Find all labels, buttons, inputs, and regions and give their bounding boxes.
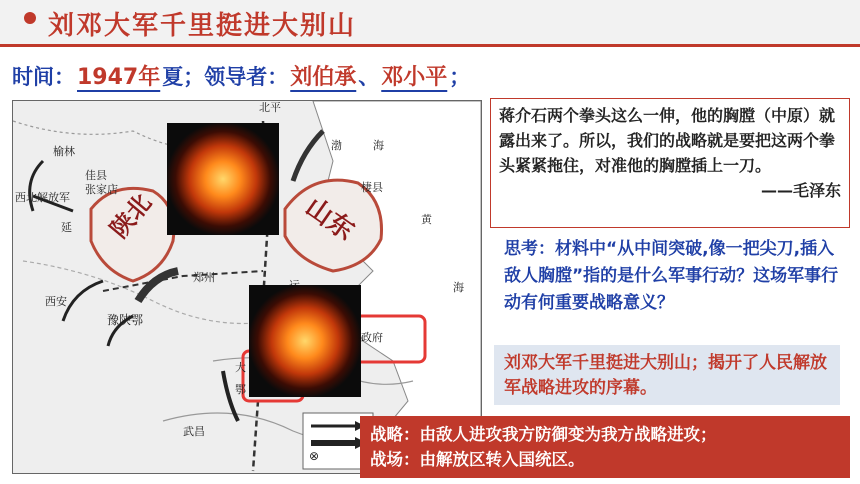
year-value: 1947年 [77, 65, 161, 90]
fist-label-right: 山东 [299, 192, 360, 247]
thinking-question: 思考：材料中“从中间突破,像一把尖刀,插入敌人胸膛”指的是什么军事行动？这场军事行动有何重要战略意义？ [504, 239, 839, 313]
season-label: 夏；领导者： [162, 65, 289, 89]
map-label-zhangjiadian: 张家店 [85, 183, 118, 196]
arrow-line [293, 131, 323, 181]
map-label-shan-e: 鄂 [235, 383, 246, 396]
map-label-da: 大 [235, 361, 246, 374]
quote-author: ——毛泽东 [760, 181, 841, 200]
explosion-image [167, 123, 279, 235]
summary-strategy: 战略：由敌人进攻我方防御变为我方战略进攻； [370, 425, 717, 444]
map-label-yulin: 榆林 [53, 145, 75, 158]
leader-separator: 、 [358, 65, 380, 89]
answer-box [494, 345, 840, 405]
bullet-dot-icon [24, 12, 36, 24]
leader-1: 刘伯承 [290, 65, 357, 90]
arrow-line [63, 281, 103, 321]
map-label-northwest-army: 西北解放军 [15, 191, 70, 204]
leader-2: 邓小平 [381, 65, 448, 90]
map-label-jia-county: 佳县 [85, 169, 107, 182]
page-title: 刘邓大军千里挺进大别山 [48, 11, 357, 41]
quote-text: 蒋介石两个拳头这么一伸，他的胸膛（中原）就露出来了。所以，我们的战略就是要把这两个拳头紧紧拖住，对准他的胸膛插上一刀。 [499, 106, 836, 175]
answer-text: 刘邓大军千里挺进大别山；揭开了人民解放军战略进攻的序幕。 [504, 353, 827, 398]
fist-label-left: 陕北 [104, 188, 158, 244]
summary-box [360, 416, 850, 478]
time-label: 时间： [12, 65, 75, 89]
line-end: ； [449, 65, 471, 89]
map-label-yan: 延 [61, 221, 72, 234]
map-label-zhengfu: 政府 [361, 331, 383, 344]
map-label-beiping: 北平 [259, 101, 281, 114]
summary-battlefield: 战场：由解放区转入国统区。 [370, 450, 585, 469]
map-label-hai: 海 [453, 281, 464, 294]
map-label-wuchang: 武昌 [183, 425, 205, 438]
map-label-zhengzhou: 郑州 [193, 271, 215, 284]
info-line [12, 60, 470, 94]
legend-circle-icon: ⊗ [309, 449, 320, 463]
quote-box [490, 98, 850, 228]
explosion-image [249, 285, 361, 397]
map-label-huang: 黄 [421, 213, 432, 226]
map-label-xian: 西安 [45, 295, 67, 308]
map-label-dongjian: 棲县 [361, 181, 383, 194]
map-label-yu-shan-e: 豫陕鄂 [107, 313, 144, 327]
map-label-bohai-1: 渤 [331, 139, 342, 152]
map-label-bohai-2: 海 [373, 139, 384, 152]
